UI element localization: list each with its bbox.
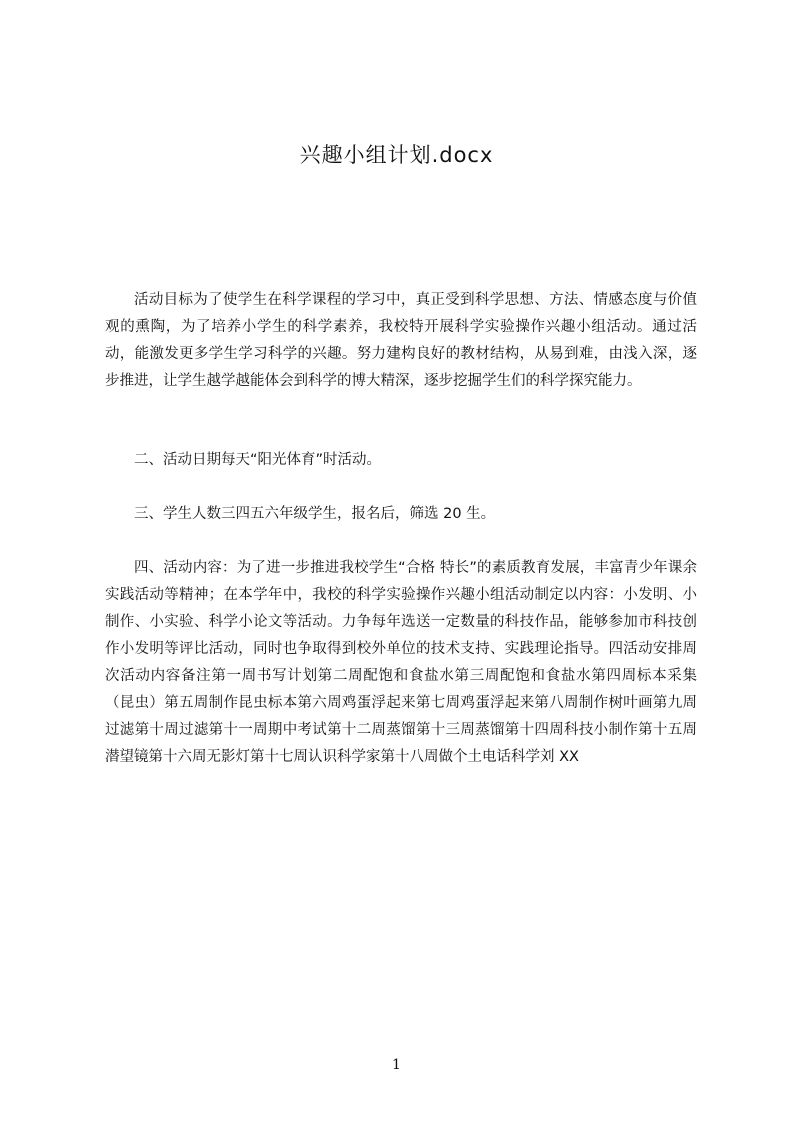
document-title: 兴趣小组计划.docx <box>299 143 494 167</box>
paragraph-activity-goal: 活动目标为了使学生在科学课程的学习中，真正受到科学思想、方法、情感态度与价值观的熏陶，为了培养小学生的科学素养，我校特开展科学实验操作兴趣小组活动。通过活动，能激发更多学生学习科学的兴趣。努力建构良好的教材结构，从易到难，由浅入深，逐步推进，让学生越学越能体会到科学的博大精深，逐步挖掘学生们的科学探究能力。 <box>105 292 697 389</box>
page-number: 1 <box>392 1057 401 1073</box>
paragraph-activity-date: 二、活动日期每天“阳光体育”时活动。 <box>134 452 382 468</box>
paragraph-activity-content: 四、活动内容：为了进一步推进我校学生“合格 特长”的素质教育发展，丰富青少年课余实践活动等精神；在本学年中，我校的科学实验操作兴趣小组活动制定以内容：小发明、小制作、小实验、科学小论文等活动。力争每年选送一定数量的科技作品，能够参加市科技创作小发明等评比活动，同时也争取得到校外单位的技术支持、实践理论指导。四活动安排周次活动内容备注第一周书写计划第二周配饱和食盐水第三周配饱和食盐水第四周标本采集（昆虫）第五周制作昆虫标本第六周鸡蛋浮起来第七周鸡蛋浮起来第八周制作树叶画第九周过滤第十周过滤第十一周期中考试第十二周蒸馏第十三周蒸馏第十四周科技小制作第十五周潜望镜第十六周无影灯第十七周认识科学家第十八周做个土电话科学刘 XX <box>105 560 697 765</box>
paragraph-student-count: 三、学生人数三四五六年级学生，报名后，筛选 20 生。 <box>134 506 496 522</box>
